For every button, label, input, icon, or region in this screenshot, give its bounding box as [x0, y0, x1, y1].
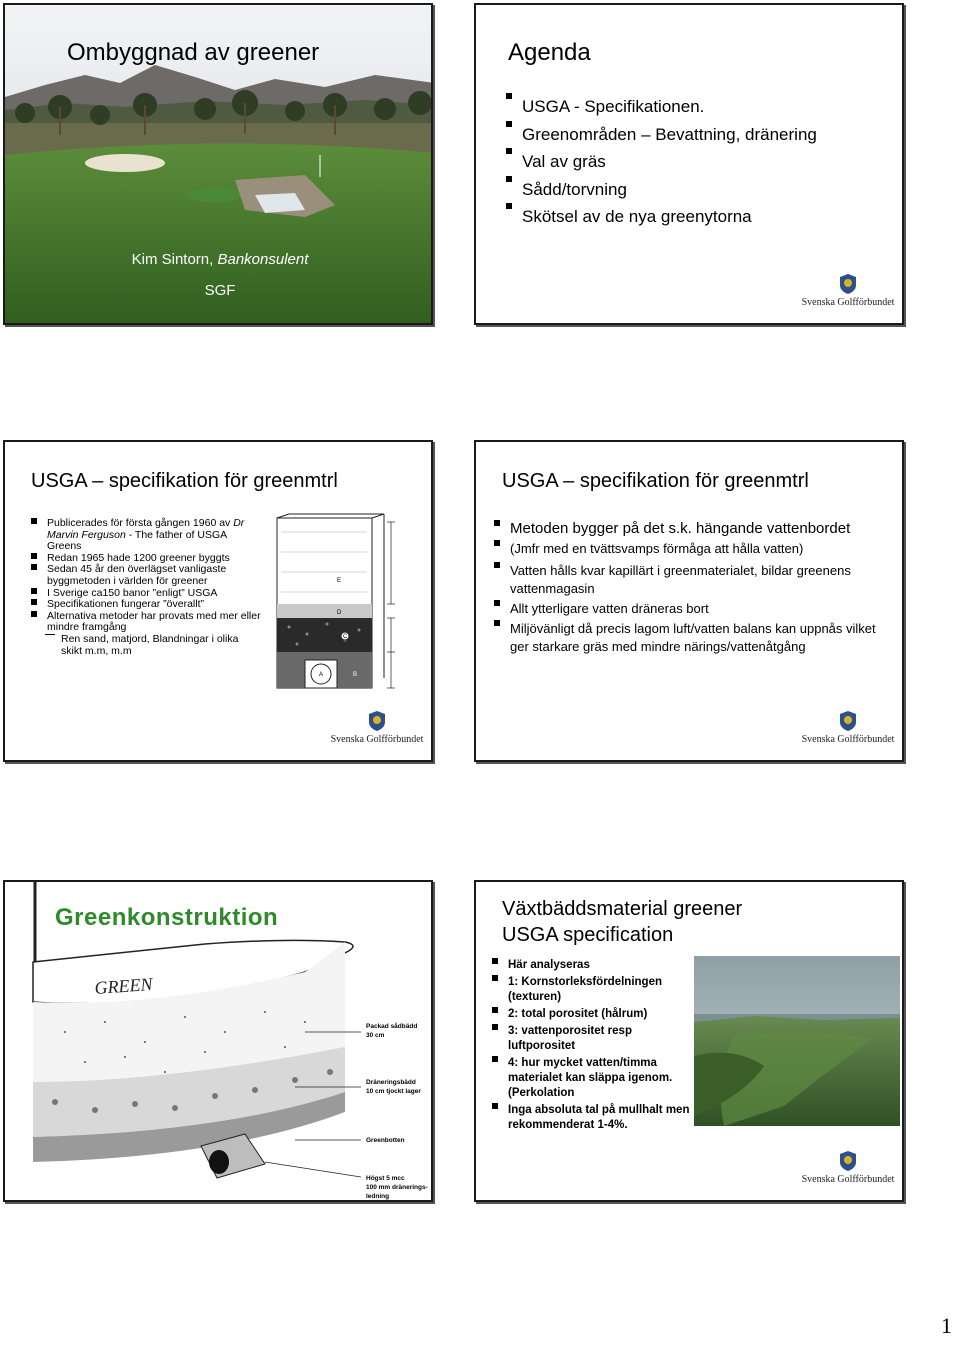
usga-item: I Sverige ca150 banor ”enligt” USGA [31, 588, 261, 600]
profile-label-c: C [343, 634, 348, 640]
agenda-item: Val av gräs [506, 148, 817, 176]
green-construction-diagram [5, 882, 433, 1202]
slide-3-title: USGA – specifikation för greenmtrl [31, 470, 338, 492]
slide-usga-1 [3, 440, 433, 762]
usga-item: Specifikationen fungerar ”överallt” [31, 599, 261, 611]
slide-usga-2 [474, 440, 904, 762]
profile-label-e: E [337, 578, 342, 584]
profile-label-b: B [353, 672, 358, 678]
page-number: 1 [941, 1313, 952, 1338]
sgf-logo-text: Svenska Golfförbundet [801, 297, 895, 308]
profile-label-a: A [319, 672, 324, 678]
usga-item: Sedan 45 år den överlägset vanligaste byggmetoden i världen för greener [31, 564, 261, 587]
sgf-logo [800, 1150, 896, 1192]
sgf-crest-icon [367, 710, 387, 732]
agenda-item: Sådd/torvning [506, 176, 817, 204]
analysis-item: Här analyseras [492, 958, 692, 973]
sgf-logo-text: Svenska Golfförbundet [801, 1174, 895, 1185]
usga-item: Publicerades för första gången 1960 av Dr Marvin Ferguson - The father of USGA Greens [31, 518, 261, 553]
slide-1-title: Ombyggnad av greener [67, 39, 320, 66]
soil-profile-diagram [267, 512, 407, 690]
sgf-logo-text: Svenska Golfförbundet [801, 734, 895, 745]
layer-label-drainage: Dräneringsbädd 10 cm tjockt lager [366, 1079, 421, 1095]
coastal-golf-photo [694, 956, 900, 1126]
agenda-item: Skötsel av de nya greenytorna [506, 203, 817, 231]
usga-sub-item: Ren sand, matjord, Blandningar i olika skikt m.m, m.m [31, 634, 261, 657]
agenda-list [506, 93, 817, 231]
ferguson-name: Dr Marvin Ferguson [47, 517, 245, 541]
slide-2-title: Agenda [508, 39, 591, 66]
layer-label-base: Greenbotten [366, 1137, 405, 1144]
usga-list-1 [31, 518, 261, 657]
usga-item: Metoden bygger på det s.k. hängande vattenbordet [494, 520, 894, 538]
layer-label-seedbed: Packad sådbädd 30 cm [366, 1023, 418, 1039]
analysis-list [492, 958, 692, 1133]
slide-agenda [474, 3, 904, 325]
usga-item: Redan 1965 hade 1200 greener byggts [31, 553, 261, 565]
usga-list-2 [494, 520, 894, 656]
analysis-item: 3: vattenporositet resp luftporositet [492, 1024, 692, 1054]
profile-label-d: D [337, 610, 342, 616]
sgf-crest-icon [838, 710, 858, 732]
presenter-line [5, 251, 433, 268]
slide-4-title: USGA – specifikation för greenmtrl [502, 470, 809, 492]
usga-item: Allt ytterligare vatten dräneras bort [494, 600, 894, 618]
usga-item: Vatten hålls kvar kapillärt i greenmaterialet, bildar greenens vattenmagasin [494, 562, 894, 598]
green-surface-label: GREEN [93, 973, 154, 998]
analysis-item: Inga absoluta tal på mullhalt men rekommenderat 1-4%. [492, 1103, 692, 1133]
usga-item: (Jmfr med en tvättsvamps förmåga att hålla vatten) [494, 540, 894, 558]
slide-5-title: Greenkonstruktion [55, 904, 279, 931]
sgf-logo [800, 710, 896, 752]
analysis-item: 2: total porositet (hålrum) [492, 1007, 692, 1022]
organization: SGF [204, 282, 236, 299]
usga-item: Miljövänligt då precis lagom luft/vatten balans kan uppnås vilket ger starkare gräs med mindre närings/vattenåtgång [494, 620, 894, 656]
sgf-crest-icon [838, 1150, 858, 1172]
sgf-logo [329, 710, 425, 752]
presenter-name: Kim Sintorn, [131, 251, 218, 268]
presenter-role: Bankonsulent [217, 251, 309, 268]
slide-vaxtbadd [474, 880, 904, 1202]
slide-title [3, 3, 433, 325]
sgf-logo-text: Svenska Golfförbundet [330, 734, 424, 745]
slide-6-title: Växtbäddsmaterial greener USGA specification [502, 898, 743, 946]
sgf-crest-icon [838, 273, 858, 295]
layer-label-pipe: Högst 5 mcc 100 mm dränerings- ledning [366, 1175, 428, 1200]
agenda-item: Greenområden – Bevattning, dränering [506, 121, 817, 149]
analysis-item: 4: hur mycket vatten/timma materialet kan släppa igenom. (Perkolation [492, 1056, 692, 1101]
slide-greenkonstruktion [3, 880, 433, 1202]
analysis-item: 1: Kornstorleksfördelningen (texturen) [492, 975, 692, 1005]
usga-item: Alternativa metoder har provats med mer eller mindre framgång [31, 611, 261, 634]
agenda-item: USGA - Specifikationen. [506, 93, 817, 121]
sgf-logo [800, 273, 896, 315]
